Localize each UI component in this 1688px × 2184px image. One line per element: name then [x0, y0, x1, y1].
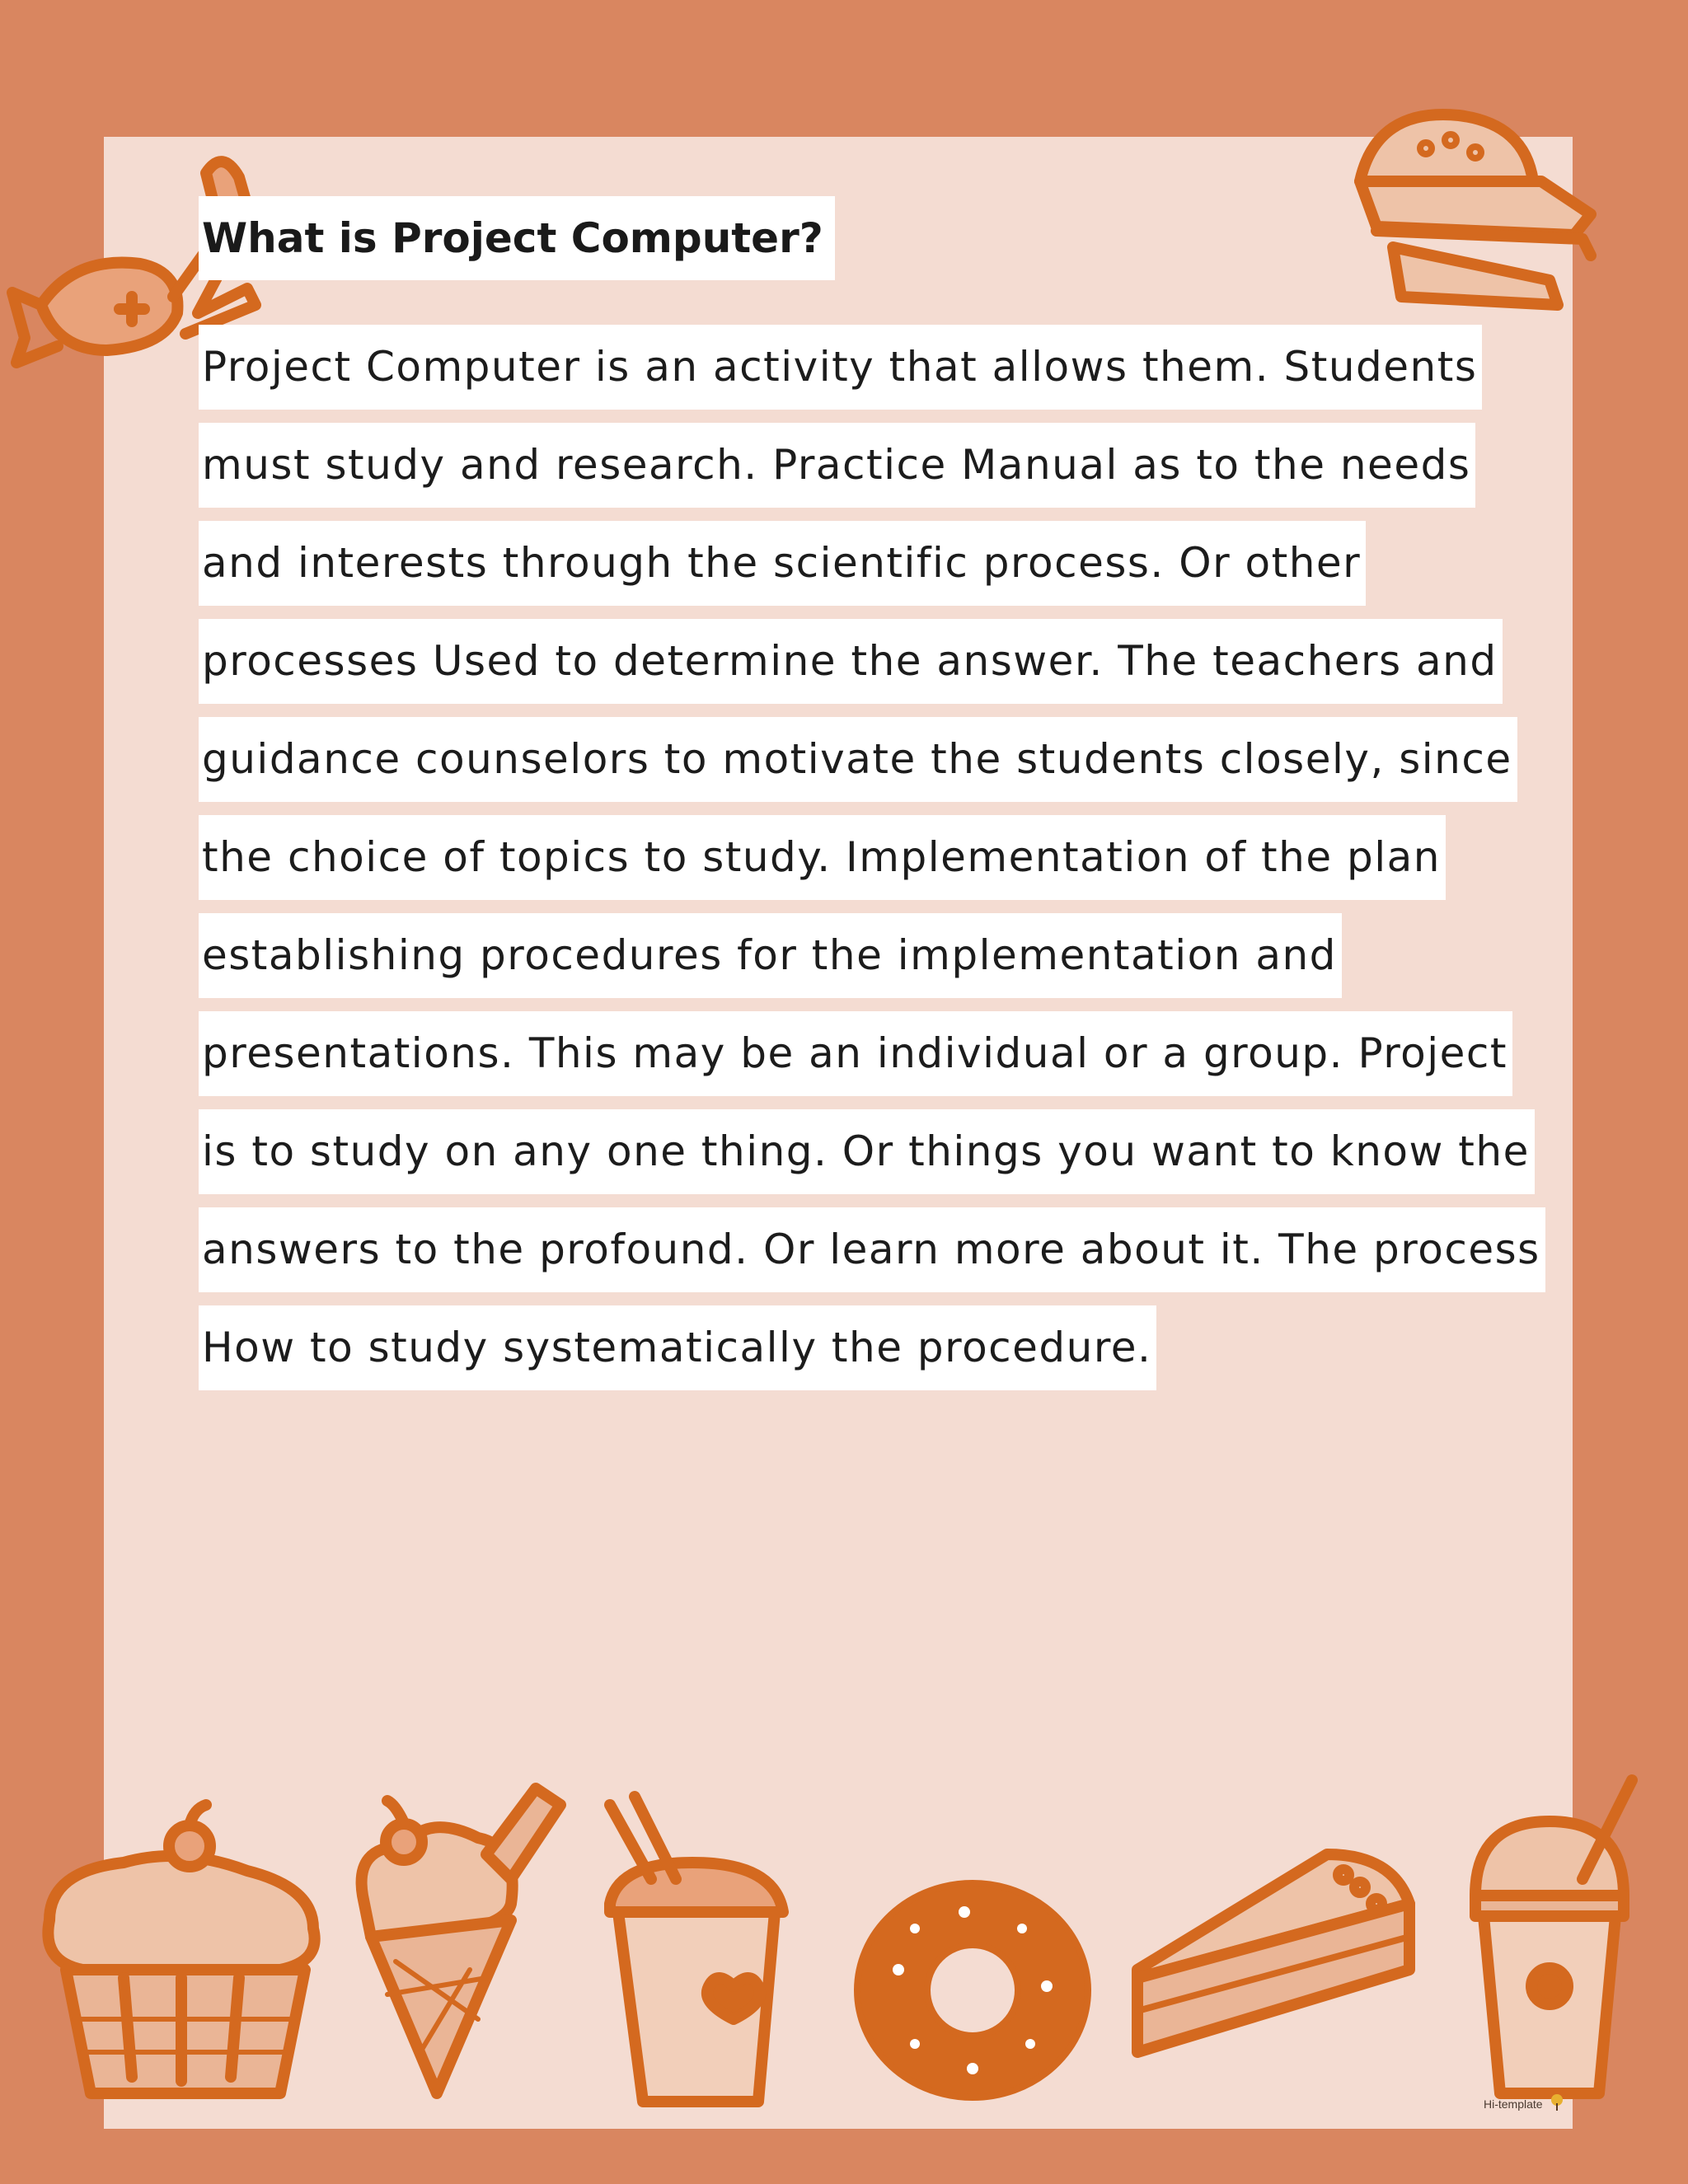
- text-line: guidance counselors to motivate the students closely, since: [199, 717, 1517, 802]
- text-line: establishing procedures for the implementation and: [199, 913, 1342, 998]
- text-line: must study and research. Practice Manual as to the needs: [199, 423, 1475, 508]
- text-line: presentations. This may be an individual or a group. Project: [199, 1011, 1512, 1096]
- text-line: How to study systematically the procedure.: [199, 1305, 1156, 1390]
- brand-logo: [1484, 2093, 1566, 2114]
- iced-drink-icon: [1459, 1772, 1648, 2110]
- text-line: Project Computer is an activity that allows them. Students: [199, 325, 1482, 410]
- brand-logo-text: Hi-template: [1484, 2097, 1543, 2111]
- tree-icon: [1548, 2093, 1566, 2114]
- text-line: is to study on any one thing. Or things you want to know the: [199, 1109, 1535, 1194]
- page-title: What is Project Computer?: [199, 196, 835, 280]
- cupcake-icon: [33, 1797, 338, 2110]
- text-line: answers to the profound. Or learn more about it. The process: [199, 1207, 1545, 1292]
- donut-icon: [849, 1871, 1096, 2110]
- text-line: the choice of topics to study. Implementation of the plan: [199, 815, 1446, 900]
- text-line: and interests through the scientific process. Or other: [199, 521, 1366, 606]
- text-line: processes Used to determine the answer. The teachers and: [199, 619, 1503, 704]
- drink-cup-icon: [602, 1788, 799, 2118]
- burger-icon: [1343, 91, 1615, 338]
- ice-cream-cone-icon: [346, 1772, 577, 2110]
- body-paragraph: [199, 325, 1540, 1404]
- cake-slice-icon: [1121, 1838, 1426, 2069]
